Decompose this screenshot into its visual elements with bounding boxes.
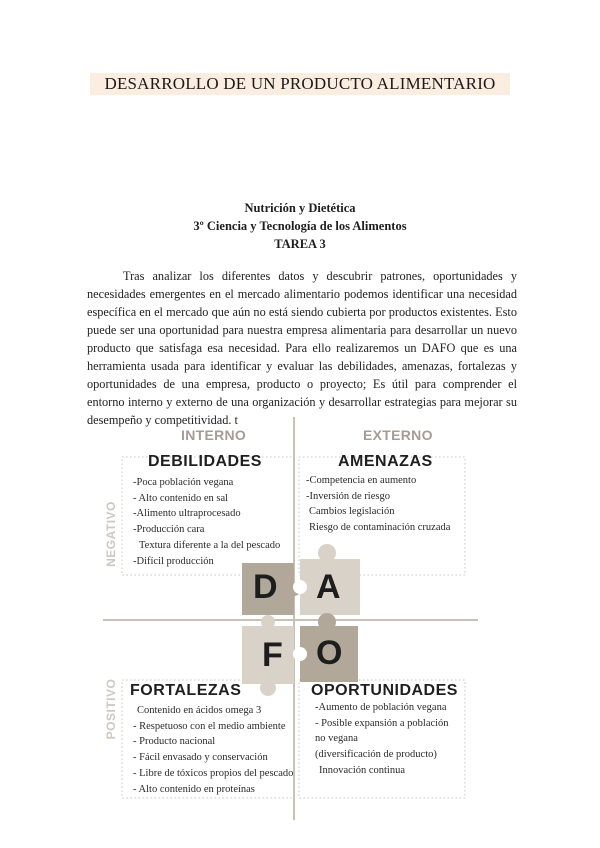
list-item: Riesgo de contaminación cruzada [309, 522, 451, 534]
document-title: DESARROLLO DE UN PRODUCTO ALIMENTARIO [90, 73, 510, 95]
letter-f: F [262, 636, 283, 674]
debilidades-list [133, 475, 280, 569]
list-item: no vegana [315, 733, 358, 745]
list-item: - Fácil envasado y conservación [133, 752, 268, 764]
list-item: Textura diferente a la del pescado [139, 539, 281, 551]
list-item: -Difícil producción [133, 555, 214, 567]
list-item: -Alimento ultraprocesado [133, 508, 241, 520]
side-label-negativo: NEGATIVO [104, 501, 118, 567]
list-item: - Producto nacional [133, 736, 216, 748]
letter-d: D [253, 568, 278, 606]
side-label-positivo: POSITIVO [104, 678, 118, 740]
oportunidades-list [315, 700, 449, 779]
list-item: -Poca población vegana [133, 477, 234, 488]
list-item: Cambios legislación [309, 506, 395, 518]
list-item: - Libre de tóxicos propios del pescado [133, 767, 294, 779]
paragraph-text: Tras analizar los diferentes datos y descubrir patrones, oportunidades y necesidades emergentes en el mercado alimentario podemos identificar una necesidad específica en el mercado que aún no está siendo cubierta por productos existentes. Esto puede ser una oportunidad para nuestra empresa alimentaria para desarrollar un nuevo producto que satisfaga esa necesidad. Para ello realizaremos un DAFO que es una herramienta usada para identificar y evaluar las debilidades, amenazas, fortalezas y oportunidades de una empresa, producto o proyecto; Es útil para comprender el entorno interno y externo de una organización y desarrollar estrategias para mejorar su desempeño y competitividad. t [87, 269, 517, 427]
debilidades-title: DEBILIDADES [148, 453, 262, 470]
list-item: -Producción cara [133, 524, 205, 536]
fortalezas-title: FORTALEZAS [130, 682, 242, 699]
course-line: 3º Ciencia y Tecnología de los Alimentos [193, 219, 407, 233]
oportunidades-title: OPORTUNIDADES [311, 682, 458, 699]
list-item: Contenido en ácidos omega 3 [137, 705, 262, 716]
letter-o: O [316, 634, 343, 672]
list-item: Innovación continua [319, 764, 406, 776]
fortalezas-list [133, 703, 293, 797]
header-interno: INTERNO [181, 427, 247, 443]
list-item: -Aumento de población vegana [315, 702, 447, 713]
amenazas-list [306, 473, 450, 536]
subject-line: Nutrición y Dietética [244, 201, 356, 215]
header-externo: EXTERNO [363, 427, 433, 443]
amenazas-title: AMENAZAS [338, 453, 433, 470]
list-item: - Alto contenido en proteínas [133, 783, 255, 795]
letter-a: A [316, 568, 341, 606]
task-line: TAREA 3 [274, 237, 326, 251]
list-item: - Respetuoso con el medio ambiente [133, 720, 286, 732]
list-item: -Inversión de riesgo [306, 490, 390, 502]
list-item: (diversificación de producto) [315, 749, 437, 761]
list-item: - Alto contenido en sal [133, 492, 229, 504]
list-item: - Posible expansión a población [315, 717, 449, 729]
list-item: -Competencia en aumento [306, 475, 417, 486]
